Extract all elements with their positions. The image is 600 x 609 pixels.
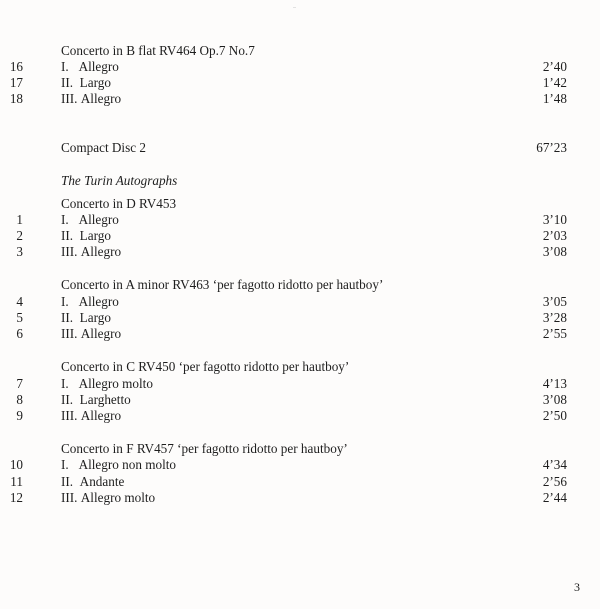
track-duration: 2’40 xyxy=(542,59,567,74)
track-duration: 2’55 xyxy=(542,326,567,341)
track-row xyxy=(0,75,600,91)
track-number: 7 xyxy=(16,376,23,391)
movement-title: I. Allegro molto xyxy=(61,376,153,391)
track-number: 2 xyxy=(16,228,23,243)
concerto-title: Concerto in D RV453 xyxy=(61,196,177,211)
movement-title: II. Largo xyxy=(61,228,111,243)
collection-title: The Turin Autographs xyxy=(61,173,178,188)
movement-title: I. Allegro xyxy=(61,59,119,74)
track-row xyxy=(0,244,600,260)
track-duration: 3’05 xyxy=(542,294,567,309)
disc-title: Compact Disc 2 xyxy=(61,140,146,155)
concerto-title: Concerto in C RV450 ‘per fagotto ridotto per hautboy’ xyxy=(61,359,350,374)
track-row xyxy=(0,294,600,310)
track-row xyxy=(0,212,600,228)
track-number: 4 xyxy=(16,294,23,309)
track-number: 5 xyxy=(16,310,23,325)
track-number: 9 xyxy=(16,408,23,423)
track-row xyxy=(0,326,600,342)
page-number: 3 xyxy=(574,580,580,594)
track-number: 1 xyxy=(16,212,23,227)
track-number: 8 xyxy=(16,392,23,407)
track-number: 16 xyxy=(9,59,23,74)
movement-title: III. Allegro molto xyxy=(61,490,156,505)
track-number: 3 xyxy=(16,244,23,259)
concerto-title: Concerto in A minor RV463 ‘per fagotto ridotto per hautboy’ xyxy=(61,277,384,292)
track-row xyxy=(0,228,600,244)
movement-title: I. Allegro xyxy=(61,294,119,309)
movement-title: I. Allegro non molto xyxy=(61,457,177,472)
track-row xyxy=(0,392,600,408)
track-number: 12 xyxy=(9,490,23,505)
movement-title: III. Allegro xyxy=(61,244,122,259)
track-row xyxy=(0,376,600,392)
track-duration: 2’44 xyxy=(542,490,567,505)
track-duration: 1’42 xyxy=(542,75,567,90)
track-row xyxy=(0,474,600,490)
track-row xyxy=(0,490,600,506)
movement-title: II. Larghetto xyxy=(61,392,131,407)
track-duration: 2’03 xyxy=(542,228,567,243)
concerto-title: Concerto in B flat RV464 Op.7 No.7 xyxy=(61,43,255,58)
track-row xyxy=(0,91,600,107)
movement-title: II. Largo xyxy=(61,310,111,325)
crop-mark xyxy=(293,7,296,8)
disc-heading xyxy=(0,140,600,156)
track-row xyxy=(0,59,600,75)
track-row xyxy=(0,310,600,326)
track-duration: 3’08 xyxy=(542,244,567,259)
track-duration: 1’48 xyxy=(542,91,567,106)
track-number: 17 xyxy=(9,75,23,90)
track-duration: 3’28 xyxy=(542,310,567,325)
track-duration: 4’13 xyxy=(542,376,567,391)
disc-duration: 67’23 xyxy=(536,140,567,155)
track-duration: 2’50 xyxy=(542,408,567,423)
track-row xyxy=(0,457,600,473)
track-duration: 4’34 xyxy=(542,457,567,472)
track-number: 10 xyxy=(9,457,23,472)
track-number: 6 xyxy=(16,326,23,341)
movement-title: II. Largo xyxy=(61,75,111,90)
movement-title: I. Allegro xyxy=(61,212,119,227)
track-duration: 3’10 xyxy=(542,212,567,227)
track-row xyxy=(0,408,600,424)
track-duration: 3’08 xyxy=(542,392,567,407)
track-duration: 2’56 xyxy=(542,474,567,489)
track-number: 11 xyxy=(10,474,23,489)
movement-title: III. Allegro xyxy=(61,326,122,341)
movement-title: III. Allegro xyxy=(61,408,122,423)
track-number: 18 xyxy=(9,91,23,106)
concerto-title: Concerto in F RV457 ‘per fagotto ridotto per hautboy’ xyxy=(61,441,348,456)
movement-title: II. Andante xyxy=(61,474,125,489)
movement-title: III. Allegro xyxy=(61,91,122,106)
